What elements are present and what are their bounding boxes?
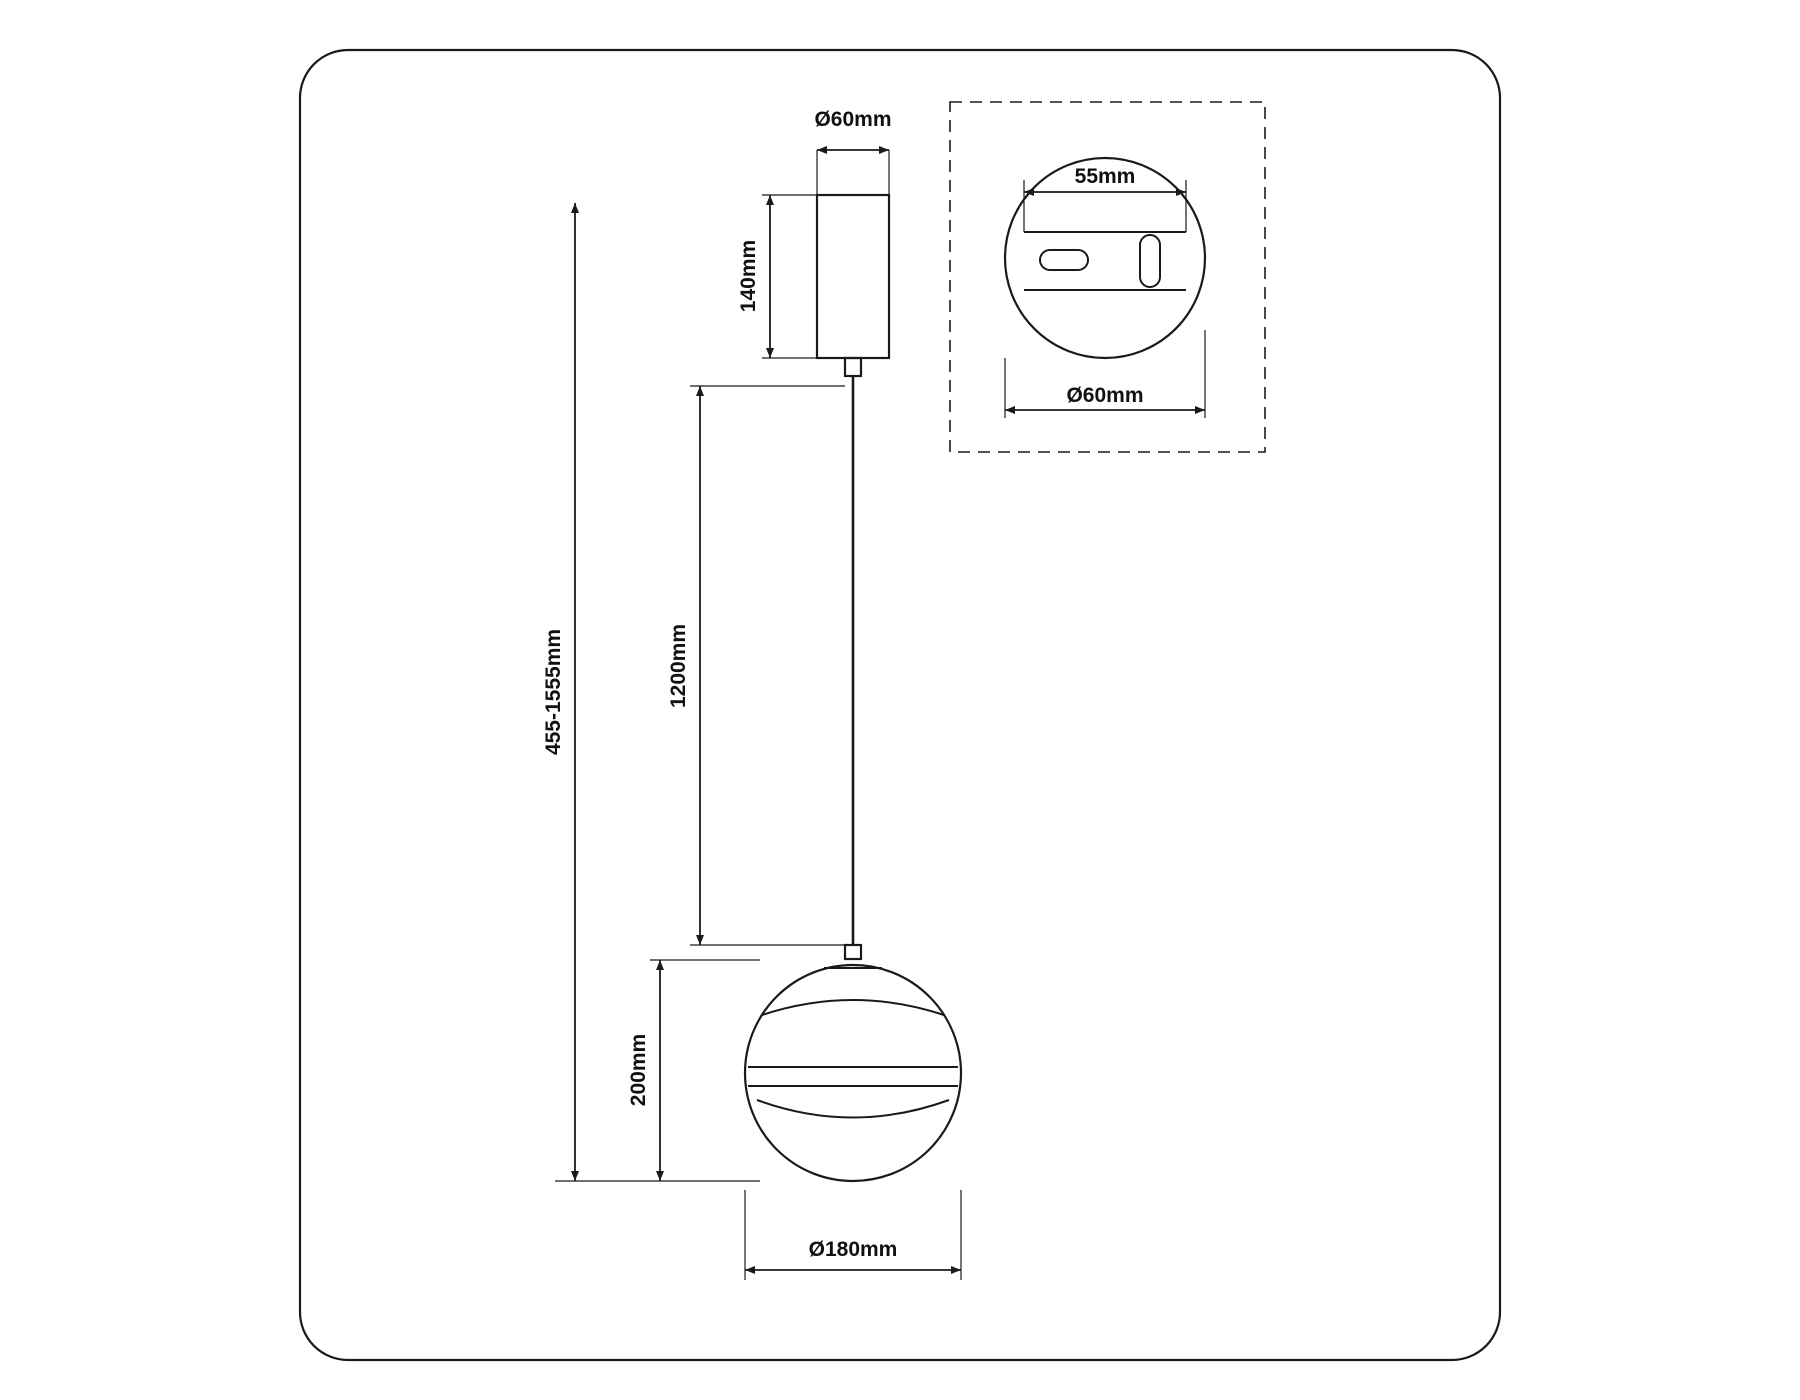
plate-slot-horizontal <box>1040 250 1088 270</box>
ceiling-plate-detail-view <box>950 102 1265 452</box>
front-elevation-view <box>542 108 961 1280</box>
shade-upper-seam <box>762 1000 944 1015</box>
label-cord-length: 1200mm <box>667 623 690 709</box>
plate-slot-vertical <box>1140 235 1160 287</box>
label-total-drop: 455-1555mm <box>542 628 565 756</box>
label-canopy-height: 140mm <box>737 239 760 313</box>
shade-globe <box>745 965 961 1181</box>
label-plate-diameter: Ø60mm <box>1066 384 1144 407</box>
canopy-body <box>817 195 889 358</box>
canopy-neck <box>845 358 861 376</box>
label-slot-spacing: 55mm <box>1074 165 1136 188</box>
label-shade-height: 200mm <box>627 1033 650 1107</box>
drawing-frame <box>300 50 1500 1360</box>
label-shade-diameter: Ø180mm <box>808 1238 898 1261</box>
ceiling-plate-circle <box>1005 158 1205 358</box>
label-canopy-diameter: Ø60mm <box>814 108 892 131</box>
shade-connector <box>845 945 861 959</box>
shade-lower-seam <box>757 1100 949 1118</box>
